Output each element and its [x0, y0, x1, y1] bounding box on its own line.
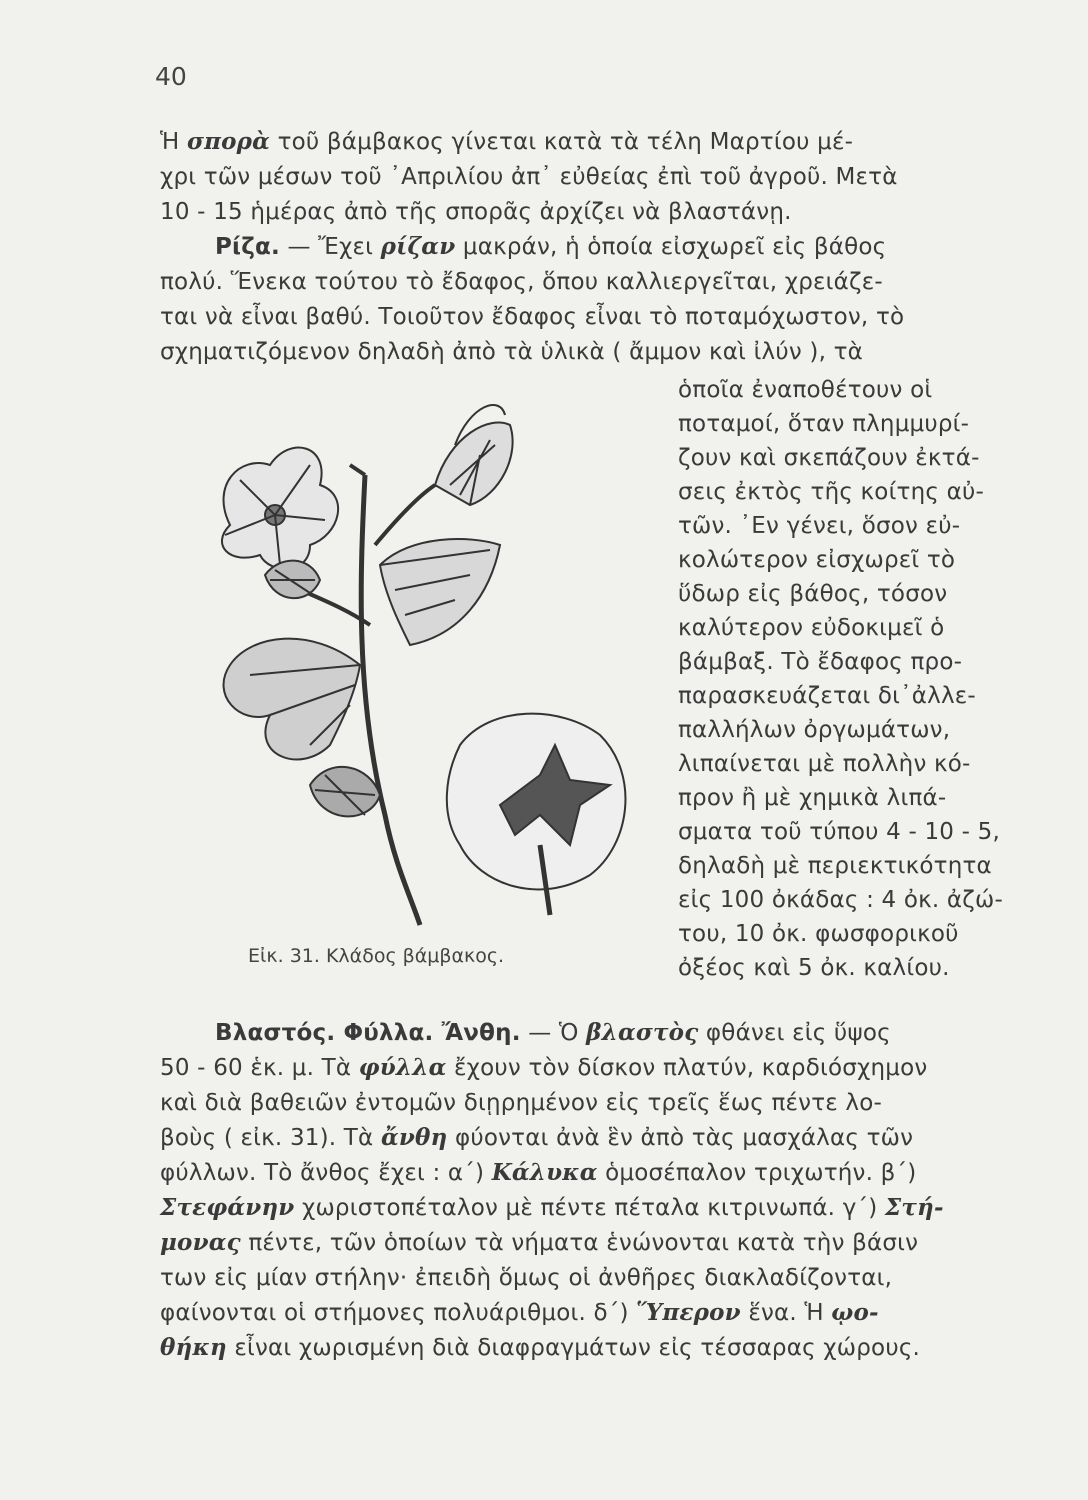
text-line: ὕδωρ εἰς βάθος, τόσον	[678, 581, 948, 607]
text-line: φύλλων. Τὸ ἄνθος ἔχει : α΄) Κάλυκα ὁμοσέπαλον τριχωτήν. β΄)	[160, 1159, 917, 1186]
section-heading-riza: Ρίζα.	[215, 234, 280, 260]
text-line: κολώτερον εἰσχωρεῖ τὸ	[678, 547, 956, 573]
page-number: 40	[155, 62, 187, 91]
cotton-branch-illustration	[170, 395, 670, 935]
text-line: καὶ διὰ βαθειῶν ἐντομῶν διῃρημένον εἰς τρεῖς ἕως πέντε λο-	[160, 1090, 882, 1116]
text-line: 50 - 60 ἑκ. μ. Τὰ φύλλα ἔχουν τὸν δίσκον πλατύν, καρδιόσχημον	[160, 1054, 928, 1081]
section-heading-vlastos: Βλαστός. Φύλλα. Ἄνθη.	[215, 1020, 521, 1046]
text-line: παρασκευάζεται δι᾿ἀλλε-	[678, 683, 976, 709]
text-line: καλύτερον εὐδοκιμεῖ ὁ	[678, 615, 945, 641]
text-line: σματα τοῦ τύπου 4 - 10 - 5,	[678, 819, 1001, 845]
text-line: ὀξέος καὶ 5 ὀκ. καλίου.	[678, 955, 950, 981]
text-line: βάμβαξ. Τὸ ἔδαφος προ-	[678, 649, 963, 675]
text-line: προν ἢ μὲ χημικὰ λιπά-	[678, 785, 947, 811]
figure-caption: Εἰκ. 31. Κλάδος βάμβακος.	[248, 945, 505, 967]
text-line: σεις ἐκτὸς τῆς κοίτης αὐ-	[678, 479, 984, 505]
text-line: παλλήλων ὀργωμάτων,	[678, 717, 951, 743]
text-line: σχηματιζόμενον δηλαδὴ ἀπὸ τὰ ὑλικὰ ( ἄμμον καὶ ἰλύν ), τὰ	[160, 339, 864, 365]
text-line: λιπαίνεται μὲ πολλὴν κό-	[678, 751, 971, 777]
text-line: βοὺς ( εἰκ. 31). Τὰ ἄνθη φύονται ἀνὰ ἓν ἀπὸ τὰς μασχάλας τῶν	[160, 1124, 914, 1151]
text-line: εἰς 100 ὀκάδας : 4 ὀκ. ἀζώ-	[678, 887, 1003, 913]
text-line: χρι τῶν μέσων τοῦ ᾿Απριλίου ἀπ᾿ εὐθείας ἐπὶ τοῦ ἀγροῦ. Μετὰ	[160, 164, 898, 190]
text-line: δηλαδὴ μὲ περιεκτικότητα	[678, 853, 992, 879]
text-line: τῶν. ᾿Εν γένει, ὅσον εὐ-	[678, 513, 961, 539]
text-line: φαίνονται οἱ στήμονες πολυάριθμοι. δ΄) Ὕπερον ἕνα. Ἡ ῳο-	[160, 1299, 879, 1326]
text-line: των εἰς μίαν στήλην· ἐπειδὴ ὅμως οἱ ἀνθῆρες διακλαδίζονται,	[160, 1265, 893, 1291]
text-line: Στεφάνην χωριστοπέταλον μὲ πέντε πέταλα κιτρινωπά. γ΄) Στή-	[160, 1194, 944, 1221]
text-line: ποταμοί, ὅταν πλημμυρί-	[678, 411, 970, 437]
text-line: Ρίζα. — Ἔχει ρίζαν μακράν, ἡ ὁποία εἰσχωρεῖ εἰς βάθος	[215, 233, 887, 260]
text-line: ὁποῖα ἐναποθέτουν οἱ	[678, 377, 933, 403]
text-line: πολύ. Ἕνεκα τούτου τὸ ἔδαφος, ὅπου καλλιεργεῖται, χρειάζε-	[160, 269, 883, 295]
text-line: μονας πέντε, τῶν ὁποίων τὰ νήματα ἑνώνονται κατὰ τὴν βάσιν	[160, 1229, 919, 1256]
text-line: ζουν καὶ σκεπάζουν ἐκτά-	[678, 445, 980, 471]
text-line: του, 10 ὀκ. φωσφορικοῦ	[678, 921, 959, 947]
text-line: Βλαστός. Φύλλα. Ἄνθη. — Ὁ βλαστὸς φθάνει εἰς ὕψος	[215, 1019, 891, 1046]
term-spora: σπορὰ	[186, 128, 271, 155]
text-line: ται νὰ εἶναι βαθύ. Τοιοῦτον ἔδαφος εἶναι τὸ ποταμόχωστον, τὸ	[160, 304, 905, 330]
text-line: θήκη εἶναι χωρισμένη διὰ διαφραγμάτων εἰς τέσσαρας χώρους.	[160, 1334, 921, 1361]
text-line: Ἡ σπορὰ τοῦ βάμβακος γίνεται κατὰ τὰ τέλη Μαρτίου μέ-	[160, 128, 854, 155]
text-line: 10 - 15 ἡμέρας ἀπὸ τῆς σπορᾶς ἀρχίζει νὰ βλαστάνῃ.	[160, 199, 792, 225]
